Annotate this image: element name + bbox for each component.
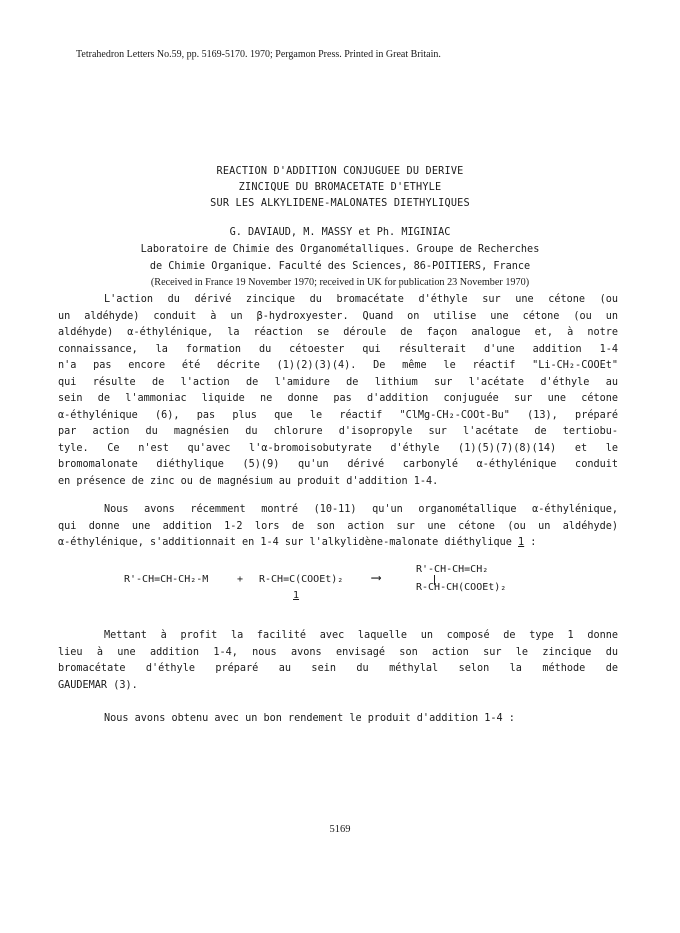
authors: G. DAVIAUD, M. MASSY et Ph. MIGINIAC	[229, 227, 451, 238]
paragraph-1	[58, 292, 618, 490]
para3-line: Mettant à profit la facilité avec laquelle un composé de type 1 donne	[104, 630, 618, 641]
para1-line: L'action du dérivé zincique du bromacétate d'éthyle sur une cétone (ou	[104, 294, 618, 305]
paragraph-4	[58, 711, 618, 728]
para1-line: un aldéhyde) conduit à un β-hydroxyester. Quand on utilise une cétone (ou un	[58, 310, 618, 322]
para1-line: sein de l'ammoniac liquide ne donne pas d'addition conjuguée sur une cétone	[58, 393, 618, 404]
page-number: 5169	[329, 824, 351, 835]
journal-header: Tetrahedron Letters No.59, pp. 5169-5170. 1970; Pergamon Press. Printed in Great Britain.	[76, 49, 441, 60]
title-line-3: SUR LES ALKYLIDENE-MALONATES DIETHYLIQUES	[210, 198, 470, 209]
compound-1-ref: 1	[518, 537, 525, 548]
eq-arrow: ⟶	[372, 570, 381, 586]
para2-line: α-éthylénique, s'additionnait en 1-4 sur l'alkylidène-malonate diéthylique	[58, 537, 512, 548]
para2-line: qui donne une addition 1-2 lors de son action sur une cétone (ou un aldéhyde)	[58, 520, 618, 532]
eq-reagent-1: R'-CH=CH-CH₂-M	[124, 574, 209, 585]
eq-product-top: R'-CH-CH=CH₂	[416, 564, 489, 575]
para1-line: bromomalonate diéthylique (5)(9) qu'un dérivé carbonylé α-éthylénique conduit	[58, 459, 618, 470]
para2-line: Nous avons récemment montré (10-11) qu'un organométallique α-éthylénique,	[104, 504, 618, 515]
para1-line: α-éthylénique (6), pas plus que le réactif "ClMg-CH₂-COOt-Bu" (13), préparé	[58, 409, 618, 421]
affiliation-line-2: de Chimie Organique. Faculté des Sciences, 86-POITIERS, France	[149, 261, 531, 272]
para1-line: aldéhyde) α-éthylénique, la réaction se déroule de façon analogue et, à notre	[58, 327, 618, 338]
eq-plus: +	[237, 574, 244, 585]
title-line-1: REACTION D'ADDITION CONJUGUEE DU DERIVE	[216, 166, 464, 177]
para1-line: tyle. Ce n'est qu'avec l'α-bromoisobutyrate d'éthyle (1)(5)(7)(8)(14) et le	[58, 442, 618, 454]
eq-reagent-2: R-CH=C(COOEt)₂	[259, 574, 344, 585]
para3-line: lieu à une addition 1-4, nous avons envisagé son action sur le zincique du	[58, 646, 618, 658]
para3-line: GAUDEMAR (3).	[58, 679, 138, 691]
para1-line: n'a pas encore été décrite (1)(2)(3)(4). De même le réactif "Li-CH₂-COOEt"	[58, 360, 618, 371]
para3-line: bromacétate d'éthyle préparé au sein du méthylal selon la méthode de	[58, 663, 618, 674]
paragraph-3	[58, 628, 618, 694]
eq-product-bottom: R-CH-CH(COOEt)₂	[416, 582, 507, 593]
affiliation-line-1: Laboratoire de Chimie des Organométalliques. Groupe de Recherches	[140, 244, 540, 255]
para1-line: connaissance, la formation du cétoester qui résulterait d'une addition 1-4	[58, 343, 618, 355]
para2-colon: :	[524, 537, 537, 548]
received-dates: (Received in France 19 November 1970; received in UK for publication 23 November 1970)	[150, 277, 530, 288]
para2-line-last	[58, 535, 618, 552]
title-line-2: ZINCIQUE DU BROMACETATE D'ETHYLE	[238, 182, 442, 193]
para1-line: qui résulte de l'action de l'amidure de lithium sur l'acétate d'éthyle au	[58, 376, 618, 388]
eq-reagent-2-label: 1	[293, 590, 300, 601]
para1-line: en présence de zinc ou de magnésium au produit d'addition 1-4.	[58, 475, 439, 487]
paragraph-2	[58, 502, 618, 552]
para1-line: par action du magnésien du chlorure d'isopropyle sur l'acétate de tertiobu-	[58, 426, 618, 437]
para4-line: Nous avons obtenu avec un bon rendement le produit d'addition 1-4 :	[104, 713, 515, 724]
